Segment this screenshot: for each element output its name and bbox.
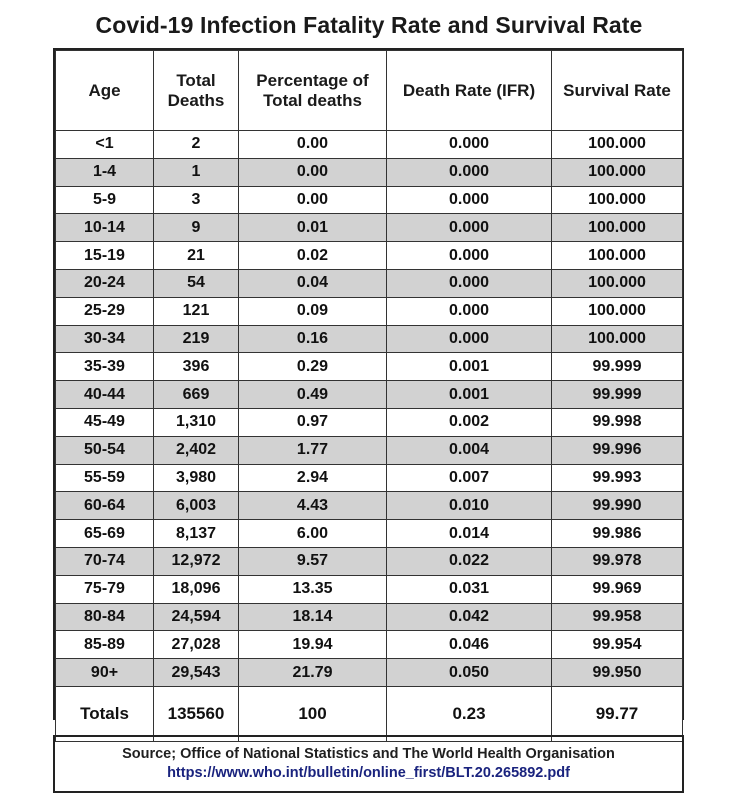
death-rate-cell: 0.000 [387, 269, 552, 297]
death-rate-cell: 0.000 [387, 242, 552, 270]
percentage-cell: 18.14 [239, 603, 387, 631]
death-rate-cell: 0.000 [387, 131, 552, 159]
totals-death-rate: 0.23 [387, 686, 552, 741]
total-deaths-cell: 29,543 [154, 659, 239, 687]
death-rate-cell: 0.000 [387, 325, 552, 353]
ifr-survival-table [55, 50, 683, 742]
total-deaths-cell: 54 [154, 269, 239, 297]
total-deaths-cell: 396 [154, 353, 239, 381]
percentage-cell: 2.94 [239, 464, 387, 492]
total-deaths-cell: 21 [154, 242, 239, 270]
survival-rate-cell: 100.000 [552, 131, 683, 159]
survival-rate-cell: 100.000 [552, 158, 683, 186]
percentage-cell: 0.16 [239, 325, 387, 353]
percentage-cell: 13.35 [239, 575, 387, 603]
death-rate-cell: 0.042 [387, 603, 552, 631]
table-body [56, 131, 683, 742]
table-row [56, 269, 683, 297]
header-percentage-total-deaths: Percentage of Total deaths [239, 51, 387, 131]
page-title: Covid-19 Infection Fatality Rate and Survival Rate [95, 12, 643, 38]
table-header-row [56, 51, 683, 131]
age-cell: 5-9 [56, 186, 154, 214]
death-rate-cell: 0.007 [387, 464, 552, 492]
table-row [56, 131, 683, 159]
total-deaths-cell: 1,310 [154, 408, 239, 436]
age-cell: 90+ [56, 659, 154, 687]
survival-rate-cell: 100.000 [552, 242, 683, 270]
source-box [53, 735, 684, 793]
death-rate-cell: 0.010 [387, 492, 552, 520]
total-deaths-cell: 18,096 [154, 575, 239, 603]
death-rate-cell: 0.031 [387, 575, 552, 603]
header-death-rate-ifr: Death Rate (IFR) [387, 51, 552, 131]
table-row [56, 158, 683, 186]
age-cell: 50-54 [56, 436, 154, 464]
total-deaths-cell: 2,402 [154, 436, 239, 464]
death-rate-cell: 0.004 [387, 436, 552, 464]
survival-rate-cell: 99.958 [552, 603, 683, 631]
table-row [56, 353, 683, 381]
total-deaths-cell: 1 [154, 158, 239, 186]
death-rate-cell: 0.022 [387, 547, 552, 575]
header-total-deaths: Total Deaths [154, 51, 239, 131]
survival-rate-cell: 99.954 [552, 631, 683, 659]
death-rate-cell: 0.001 [387, 353, 552, 381]
age-cell: 15-19 [56, 242, 154, 270]
table-row [56, 325, 683, 353]
header-age: Age [56, 51, 154, 131]
age-cell: 30-34 [56, 325, 154, 353]
total-deaths-cell: 219 [154, 325, 239, 353]
death-rate-cell: 0.001 [387, 381, 552, 409]
table-row [56, 186, 683, 214]
survival-rate-cell: 99.999 [552, 353, 683, 381]
death-rate-cell: 0.000 [387, 297, 552, 325]
survival-rate-cell: 99.969 [552, 575, 683, 603]
percentage-cell: 9.57 [239, 547, 387, 575]
totals-percentage: 100 [239, 686, 387, 741]
survival-rate-cell: 99.999 [552, 381, 683, 409]
total-deaths-cell: 6,003 [154, 492, 239, 520]
age-cell: 55-59 [56, 464, 154, 492]
survival-rate-cell: 100.000 [552, 325, 683, 353]
source-text: Source; Office of National Statistics and The World Health Organisation [122, 746, 615, 762]
percentage-cell: 19.94 [239, 631, 387, 659]
total-deaths-cell: 3 [154, 186, 239, 214]
totals-deaths: 135560 [154, 686, 239, 741]
percentage-cell: 0.02 [239, 242, 387, 270]
survival-rate-cell: 100.000 [552, 214, 683, 242]
age-cell: 70-74 [56, 547, 154, 575]
table-row [56, 575, 683, 603]
table-row [56, 297, 683, 325]
age-cell: 10-14 [56, 214, 154, 242]
age-cell: 75-79 [56, 575, 154, 603]
table-row [56, 464, 683, 492]
percentage-cell: 4.43 [239, 492, 387, 520]
total-deaths-cell: 12,972 [154, 547, 239, 575]
percentage-cell: 0.49 [239, 381, 387, 409]
survival-rate-cell: 100.000 [552, 186, 683, 214]
age-cell: 45-49 [56, 408, 154, 436]
percentage-cell: 0.00 [239, 158, 387, 186]
survival-rate-cell: 100.000 [552, 269, 683, 297]
age-cell: 20-24 [56, 269, 154, 297]
age-cell: 35-39 [56, 353, 154, 381]
total-deaths-cell: 2 [154, 131, 239, 159]
age-cell: 85-89 [56, 631, 154, 659]
total-deaths-cell: 27,028 [154, 631, 239, 659]
percentage-cell: 0.00 [239, 186, 387, 214]
age-cell: 65-69 [56, 520, 154, 548]
table-row [56, 242, 683, 270]
table-row [56, 659, 683, 687]
death-rate-cell: 0.000 [387, 186, 552, 214]
percentage-cell: 0.04 [239, 269, 387, 297]
percentage-cell: 6.00 [239, 520, 387, 548]
total-deaths-cell: 9 [154, 214, 239, 242]
table-row [56, 520, 683, 548]
totals-row [56, 686, 683, 741]
death-rate-cell: 0.046 [387, 631, 552, 659]
age-cell: 60-64 [56, 492, 154, 520]
percentage-cell: 0.97 [239, 408, 387, 436]
data-table-container [53, 48, 684, 723]
age-cell: 25-29 [56, 297, 154, 325]
age-cell: 80-84 [56, 603, 154, 631]
survival-rate-cell: 99.978 [552, 547, 683, 575]
percentage-cell: 0.00 [239, 131, 387, 159]
death-rate-cell: 0.050 [387, 659, 552, 687]
header-survival-rate: Survival Rate [552, 51, 683, 131]
table-row [56, 381, 683, 409]
death-rate-cell: 0.014 [387, 520, 552, 548]
total-deaths-cell: 121 [154, 297, 239, 325]
total-deaths-cell: 24,594 [154, 603, 239, 631]
survival-rate-cell: 99.996 [552, 436, 683, 464]
table-row [56, 408, 683, 436]
percentage-cell: 0.29 [239, 353, 387, 381]
survival-rate-cell: 99.990 [552, 492, 683, 520]
survival-rate-cell: 99.986 [552, 520, 683, 548]
totals-label: Totals [56, 686, 154, 741]
table-row [56, 436, 683, 464]
total-deaths-cell: 3,980 [154, 464, 239, 492]
table-row [56, 214, 683, 242]
table-row [56, 547, 683, 575]
total-deaths-cell: 8,137 [154, 520, 239, 548]
survival-rate-cell: 100.000 [552, 297, 683, 325]
age-cell: <1 [56, 131, 154, 159]
death-rate-cell: 0.000 [387, 158, 552, 186]
totals-survival-rate: 99.77 [552, 686, 683, 741]
age-cell: 1-4 [56, 158, 154, 186]
table-row [56, 492, 683, 520]
table-row [56, 631, 683, 659]
survival-rate-cell: 99.993 [552, 464, 683, 492]
table-row [56, 603, 683, 631]
survival-rate-cell: 99.950 [552, 659, 683, 687]
source-link[interactable]: https://www.who.int/bulletin/online_first/BLT.20.265892.pdf [167, 765, 570, 781]
death-rate-cell: 0.000 [387, 214, 552, 242]
total-deaths-cell: 669 [154, 381, 239, 409]
percentage-cell: 1.77 [239, 436, 387, 464]
survival-rate-cell: 99.998 [552, 408, 683, 436]
death-rate-cell: 0.002 [387, 408, 552, 436]
age-cell: 40-44 [56, 381, 154, 409]
percentage-cell: 0.09 [239, 297, 387, 325]
percentage-cell: 0.01 [239, 214, 387, 242]
percentage-cell: 21.79 [239, 659, 387, 687]
